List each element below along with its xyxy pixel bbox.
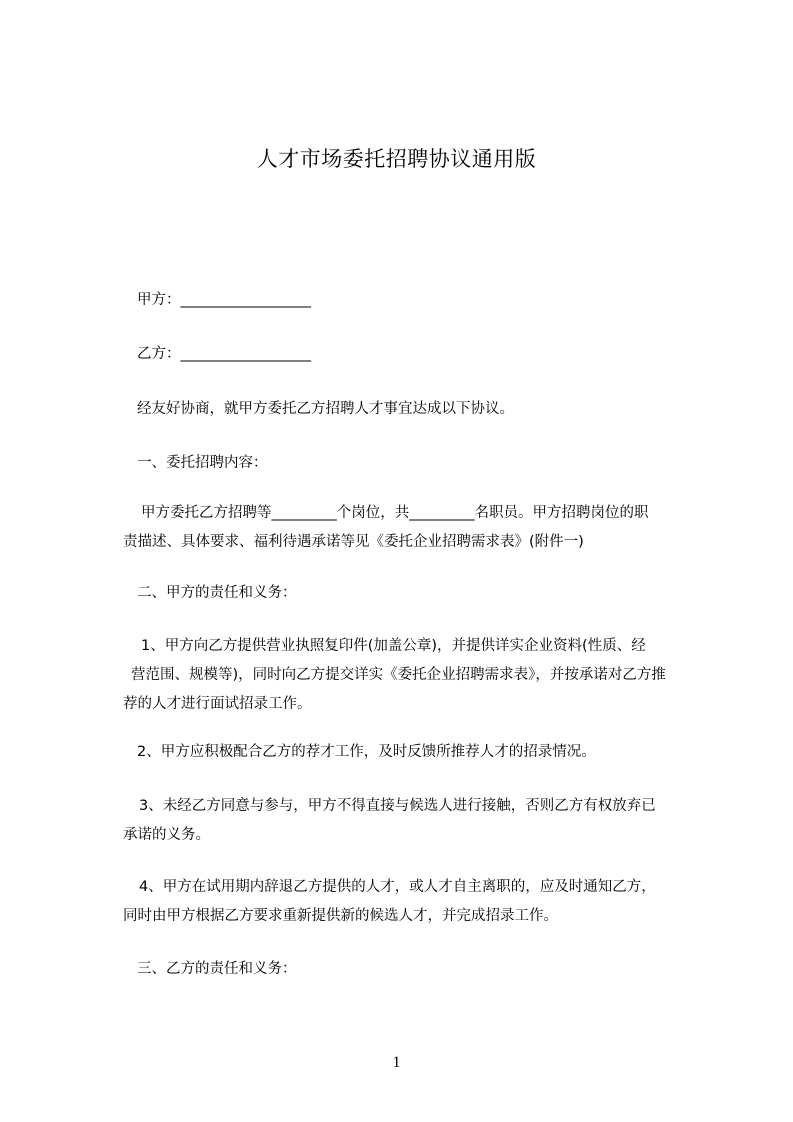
section2-item-1-line-2: 营范围、规模等)，同时向乙方提交详实《委托企业招聘需求表》，并按承诺对乙方推 (131, 667, 666, 683)
section2-item-4 (123, 873, 708, 931)
section1-heading: 一、委托招聘内容： (137, 455, 268, 471)
document-title: 人才市场委托招聘协议通用版 (256, 147, 537, 171)
section1-paragraph (123, 499, 708, 557)
section2-item-1 (123, 632, 708, 719)
page-number: 1 (392, 1054, 401, 1071)
section2-item-3-line-2: 承诺的义务。 (123, 827, 210, 843)
section2-item-2: 2、甲方应积极配合乙方的荐才工作，及时反馈所推荐人才的招录情况。 (137, 744, 596, 760)
section1-line-2: 责描述、具体要求、福利待遇承诺等见《委托企业招聘需求表》(附件一) (123, 534, 584, 550)
party-b-line: 乙方：__________________ (137, 346, 311, 362)
intro-paragraph: 经友好协商，就甲方委托乙方招聘人才事宜达成以下协议。 (137, 401, 514, 417)
section1-line-1: 甲方委托乙方招聘等_________个岗位，共_________名职员。甲方招聘岗位的职 (141, 505, 649, 521)
section2-heading: 二、甲方的责任和义务： (137, 585, 297, 601)
section2-item-4-line-2: 同时由甲方根据乙方要求重新提供新的候选人才，并完成招录工作。 (123, 908, 558, 924)
section2-item-3 (123, 792, 708, 850)
section2-item-3-line-1: 3、未经乙方同意与参与，甲方不得直接与候选人进行接触，否则乙方有权放弃已 (139, 798, 656, 814)
section2-item-1-line-3: 荐的人才进行面试招录工作。 (123, 696, 312, 712)
section2-item-4-line-1: 4、甲方在试用期内辞退乙方提供的人才，或人才自主离职的，应及时通知乙方， (139, 879, 656, 895)
section2-item-1-line-1: 1、甲方向乙方提供营业执照复印件(加盖公章)，并提供详实企业资料(性质、经 (141, 638, 646, 654)
party-a-line: 甲方：__________________ (137, 292, 311, 308)
section3-heading: 三、乙方的责任和义务： (137, 961, 297, 977)
